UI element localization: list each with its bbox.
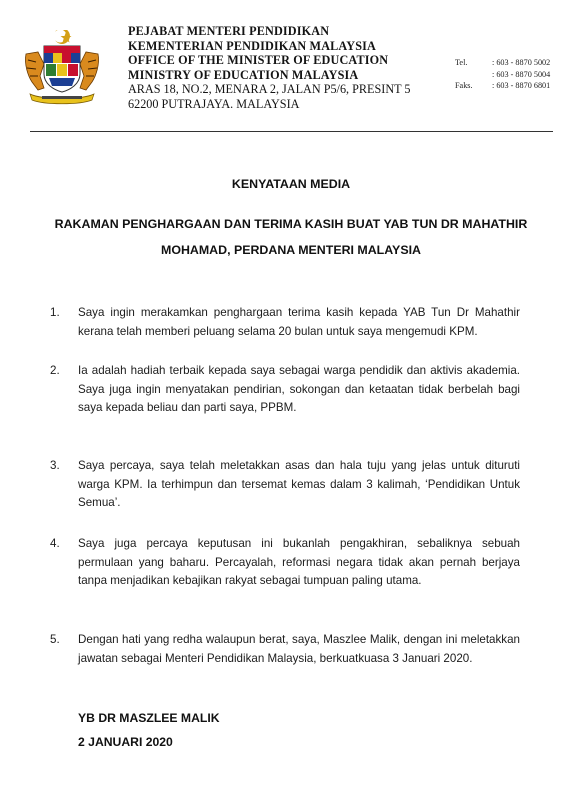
document-heading: KENYATAAN MEDIA xyxy=(231,177,351,191)
letterhead-address-line1: ARAS 18, NO.2, MENARA 2, JALAN P5/6, PRESINT 5 xyxy=(128,82,411,97)
letterhead-divider xyxy=(30,131,553,132)
contact-block xyxy=(455,57,550,92)
letterhead-office-en: OFFICE OF THE MINISTER OF EDUCATION xyxy=(128,53,389,68)
paragraph-number: 3. xyxy=(50,459,60,472)
letterhead-address-line2: 62200 PUTRAJAYA. MALAYSIA xyxy=(128,96,300,111)
paragraph-number: 1. xyxy=(50,306,60,319)
contact-label: Faks. xyxy=(455,81,473,90)
document-date: 2 JANUARI 2020 xyxy=(78,735,173,749)
contact-value: : 603 - 8870 6801 xyxy=(492,81,551,90)
paragraph-text: Dengan hati yang redha walaupun berat, saya, Maszlee Malik, dengan ini meletakkan jawatan sebagai Menteri Pendidikan Malaysia, berkuatkuasa 3 Januari 2020. xyxy=(78,633,520,665)
paragraph-text: Saya percaya, saya telah meletakkan asas dan hala tuju yang jelas untuk dituruti warga KPM. Ia terhimpun dan tersemat kemas dalam 3 kalimah, ‘Pendidikan Untuk Semua’. xyxy=(78,459,520,510)
contact-value: : 603 - 8870 5002 xyxy=(492,58,551,67)
contact-value: : 603 - 8870 5004 xyxy=(492,69,551,79)
letterhead xyxy=(128,24,411,112)
letterhead-ministry-en: MINISTRY OF EDUCATION MALAYSIA xyxy=(128,67,359,82)
document-title-line2: MOHAMAD, PERDANA MENTERI MALAYSIA xyxy=(161,243,421,257)
contact-row xyxy=(455,69,550,81)
paragraph-text: Saya juga percaya keputusan ini bukanlah pengakhiran, sebaliknya sebuah permulaan yang baharu. Percayalah, reformasi negara tidak akan pernah berjaya tanpa menjadikan kebajikan rakyat sebagai tumpuan paling utama. xyxy=(78,537,520,588)
paragraph-text: Saya ingin merakamkan penghargaan terima kasih kepada YAB Tun Dr Mahathir kerana telah memberi peluang selama 20 bulan untuk saya mengemudi KPM. xyxy=(78,306,520,338)
paragraph-number: 5. xyxy=(50,633,60,646)
letterhead-ministry-ms: KEMENTERIAN PENDIDIKAN MALAYSIA xyxy=(128,38,376,53)
paragraph-number: 4. xyxy=(50,537,60,550)
paragraph-text: Ia adalah hadiah terbaik kepada saya sebagai warga pendidik dan aktivis akademia. Saya juga ingin menyatakan pendirian, sokongan dan ketaatan tidak berbelah bagi saya kepada beliau dan parti saya, PPBM. xyxy=(78,364,520,415)
letterhead-office-ms: PEJABAT MENTERI PENDIDIKAN xyxy=(128,24,330,38)
document-title-line1: RAKAMAN PENGHARGAAN DAN TERIMA KASIH BUAT YAB TUN DR MAHATHIR xyxy=(54,217,528,231)
signatory-name: YB DR MASZLEE MALIK xyxy=(78,711,220,725)
contact-label: Tel. xyxy=(455,58,468,67)
coat-of-arms-icon xyxy=(22,30,102,106)
contact-label xyxy=(455,69,492,81)
contact-row xyxy=(455,57,550,69)
paragraph-number: 2. xyxy=(50,364,60,377)
contact-row xyxy=(455,80,550,92)
